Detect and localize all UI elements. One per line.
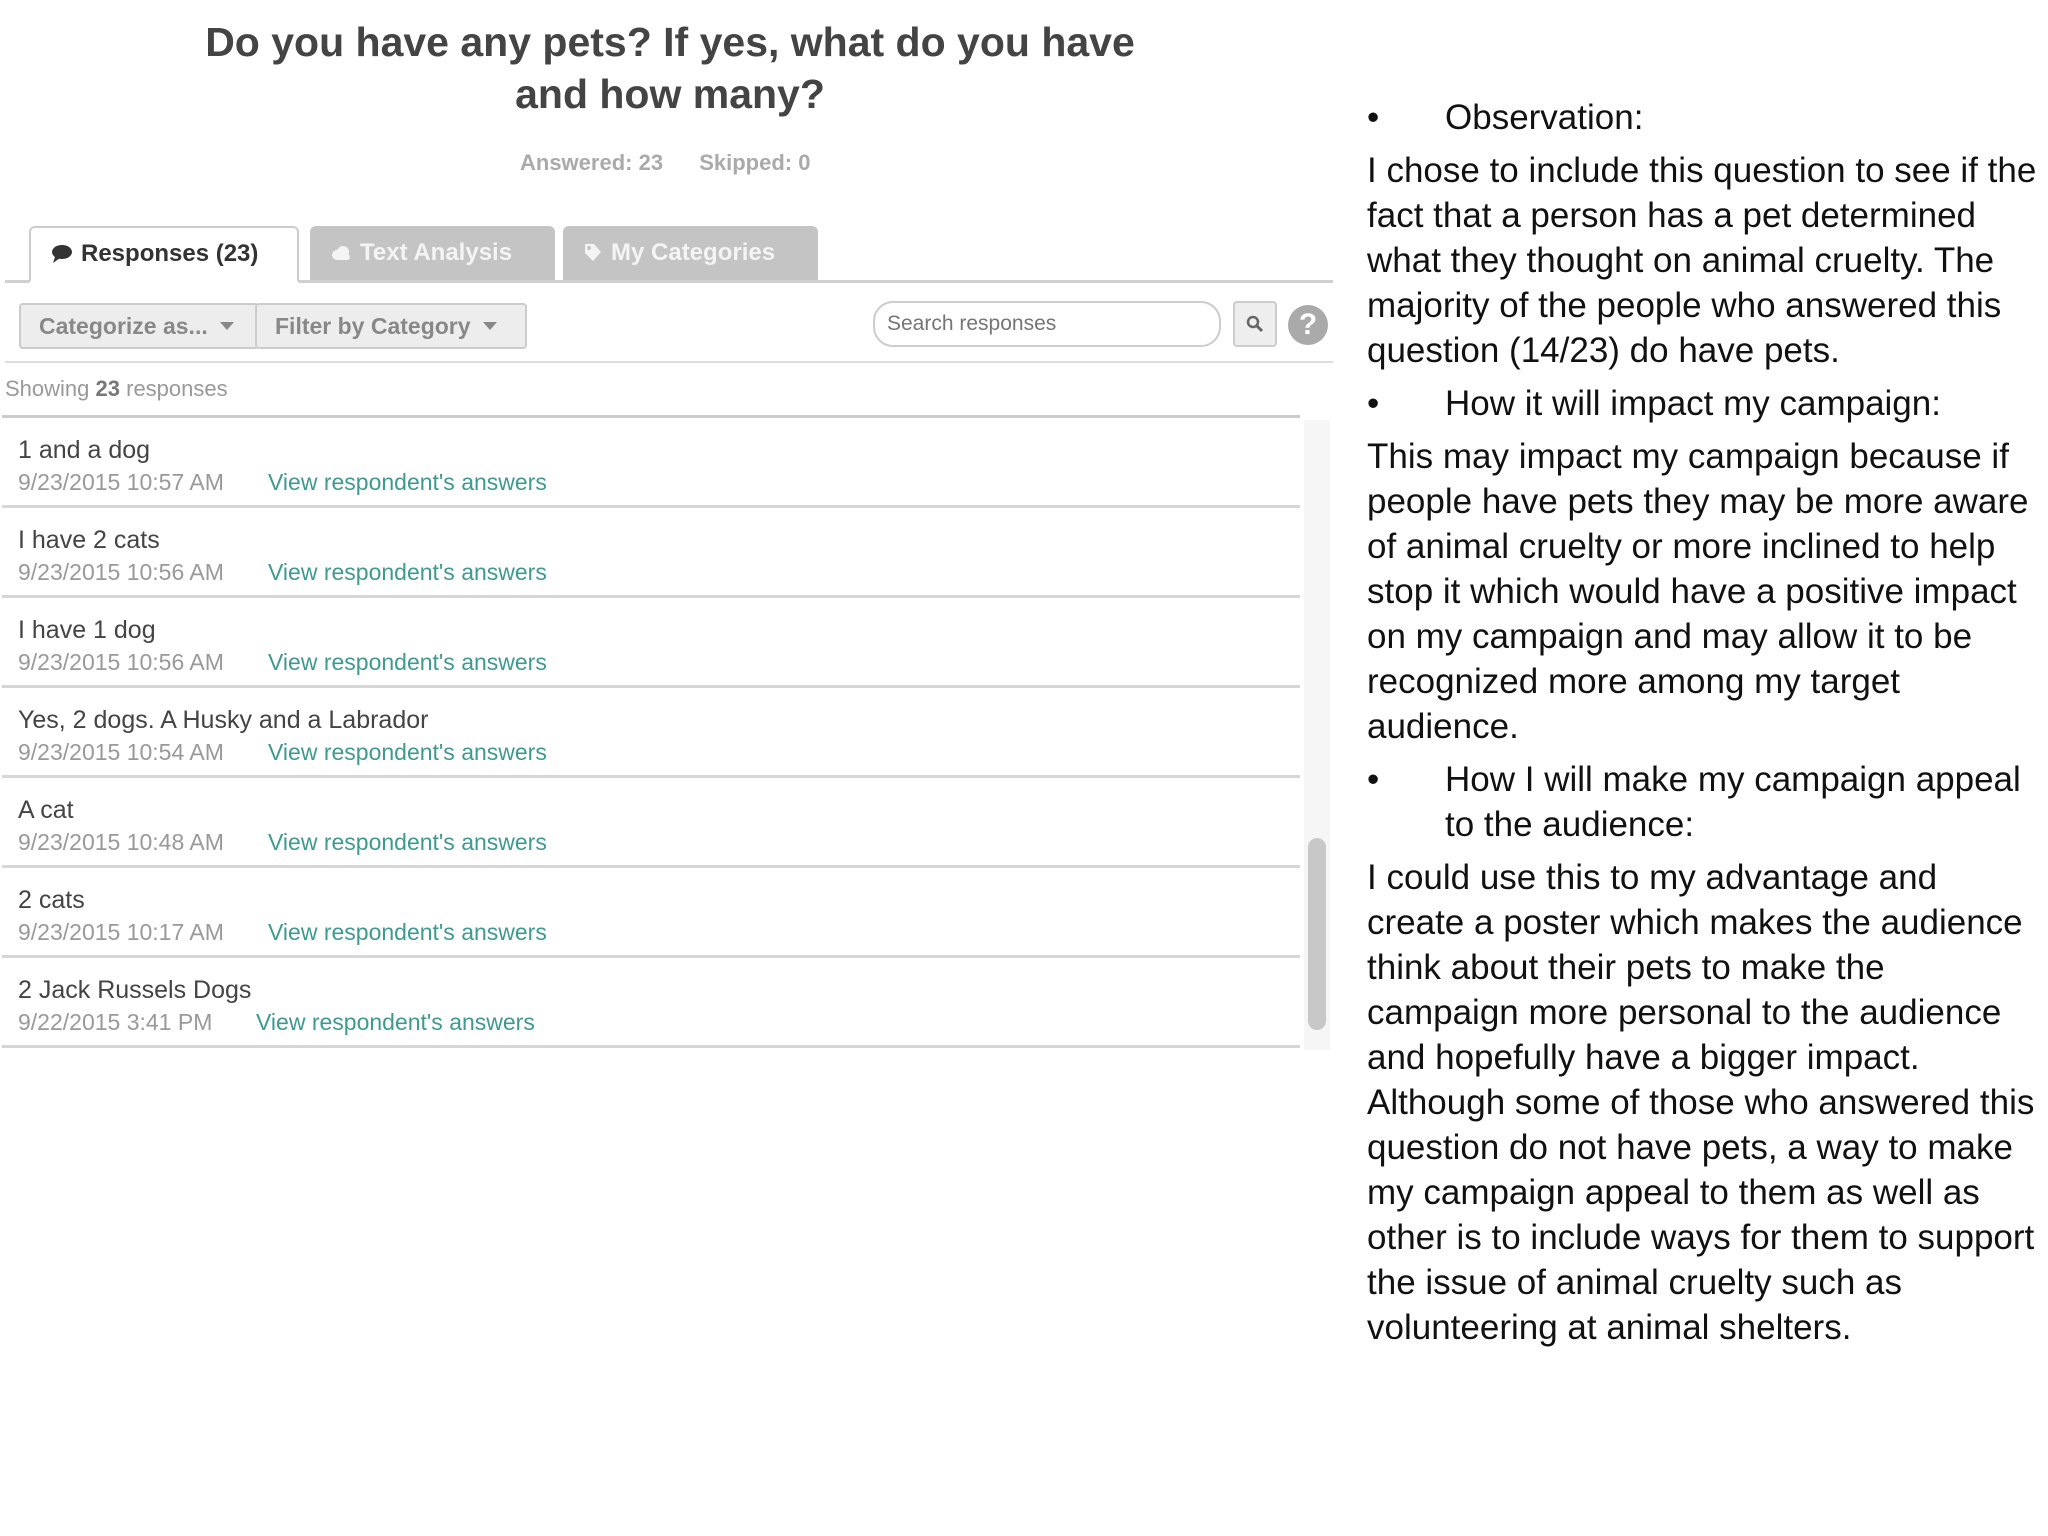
notes-heading-observation (1367, 95, 2037, 140)
response-text: I have 2 cats (18, 526, 160, 554)
filter-dropdown[interactable] (255, 303, 527, 349)
help-icon[interactable]: ? (1288, 305, 1328, 345)
comment-icon (51, 244, 73, 264)
chevron-down-icon (220, 322, 234, 330)
answered-count: Answered: 23 (520, 150, 664, 175)
response-text: 2 cats (18, 886, 85, 914)
scrollbar[interactable] (1304, 420, 1330, 1050)
tab-label: Responses (23) (81, 240, 259, 267)
tabs-bar (5, 226, 1333, 283)
showing-number: 23 (95, 376, 120, 401)
response-date: 9/23/2015 10:54 AM (18, 739, 224, 765)
search-input[interactable] (873, 301, 1221, 347)
response-date: 9/23/2015 10:17 AM (18, 919, 224, 945)
response-row (2, 688, 1300, 778)
scrollbar-thumb[interactable] (1308, 838, 1326, 1030)
view-answers-link[interactable]: View respondent's answers (268, 739, 547, 765)
tab-text-analysis[interactable] (310, 226, 555, 280)
response-row (2, 868, 1300, 958)
categorize-dropdown[interactable] (19, 303, 259, 349)
response-text: 2 Jack Russels Dogs (18, 976, 252, 1004)
view-answers-link[interactable]: View respondent's answers (256, 1009, 535, 1035)
response-text: 1 and a dog (18, 436, 151, 464)
response-date: 9/22/2015 3:41 PM (18, 1009, 213, 1035)
toolbar (5, 293, 1333, 363)
tab-my-categories[interactable] (563, 226, 818, 280)
response-stats (520, 150, 840, 176)
tag-icon (583, 242, 603, 264)
bullet-icon: • (1367, 98, 1380, 137)
search-icon (1246, 315, 1264, 333)
response-row (2, 508, 1300, 598)
response-row (2, 778, 1300, 868)
survey-panel (0, 0, 1335, 1060)
response-date: 9/23/2015 10:48 AM (18, 829, 224, 855)
response-text: Yes, 2 dogs. A Husky and a Labrador (18, 706, 429, 734)
chevron-down-icon (483, 322, 497, 330)
view-answers-link[interactable]: View respondent's answers (268, 649, 547, 675)
response-text: I have 1 dog (18, 616, 156, 644)
view-answers-link[interactable]: View respondent's answers (268, 469, 547, 495)
response-list (2, 415, 1300, 1048)
response-row (2, 958, 1300, 1048)
response-row (2, 598, 1300, 688)
showing-suffix: responses (126, 376, 228, 401)
showing-prefix: Showing (5, 376, 90, 401)
tab-responses[interactable] (29, 226, 299, 283)
notes-heading-appeal (1367, 757, 2037, 847)
notes-paragraph: This may impact my campaign because if people have pets they may be more aware of animal cruelty or more inclined to help stop it which would have a positive impact on my campaign and may allow it to be recognized more among my target audience. (1367, 437, 2029, 746)
bullet-icon: • (1367, 760, 1380, 799)
view-answers-link[interactable]: View respondent's answers (268, 919, 547, 945)
tab-label: My Categories (611, 239, 776, 266)
categorize-label: Categorize as... (39, 312, 208, 339)
notes-panel (1367, 95, 2037, 1358)
view-answers-link[interactable]: View respondent's answers (268, 829, 547, 855)
tab-label: Text Analysis (360, 239, 513, 266)
filter-label: Filter by Category (275, 312, 471, 339)
response-text: A cat (18, 796, 74, 824)
response-date: 9/23/2015 10:56 AM (18, 649, 224, 675)
notes-heading-impact (1367, 381, 2037, 426)
notes-paragraph: I could use this to my advantage and create a poster which makes the audience think about their pets to make the campaign more personal to the audience and hopefully have a bigger impact. Although some of those who answered this question do not have pets, a way to make my campaign appeal to them as well as other is to include ways for them to support the issue of animal cruelty such as volunteering at animal shelters. (1367, 858, 2035, 1347)
question-title: Do you have any pets? If yes, what do you have and how many? (205, 19, 1135, 117)
cloud-icon (330, 245, 352, 261)
skipped-count: Skipped: 0 (699, 150, 811, 175)
response-date: 9/23/2015 10:56 AM (18, 559, 224, 585)
search-button[interactable] (1233, 301, 1277, 347)
notes-paragraph: I chose to include this question to see if the fact that a person has a pet determined what they thought on animal cruelty. The majority of the people who answered this question (14/23) do have pets. (1367, 151, 2037, 370)
view-answers-link[interactable]: View respondent's answers (268, 559, 547, 585)
heading-text: Observation: (1445, 98, 1644, 137)
response-row (2, 418, 1300, 508)
heading-text: How it will impact my campaign: (1445, 384, 1941, 423)
heading-text: How I will make my campaign appeal to the audience: (1445, 760, 2021, 844)
response-date: 9/23/2015 10:57 AM (18, 469, 224, 495)
showing-count (5, 376, 228, 402)
bullet-icon: • (1367, 384, 1380, 423)
